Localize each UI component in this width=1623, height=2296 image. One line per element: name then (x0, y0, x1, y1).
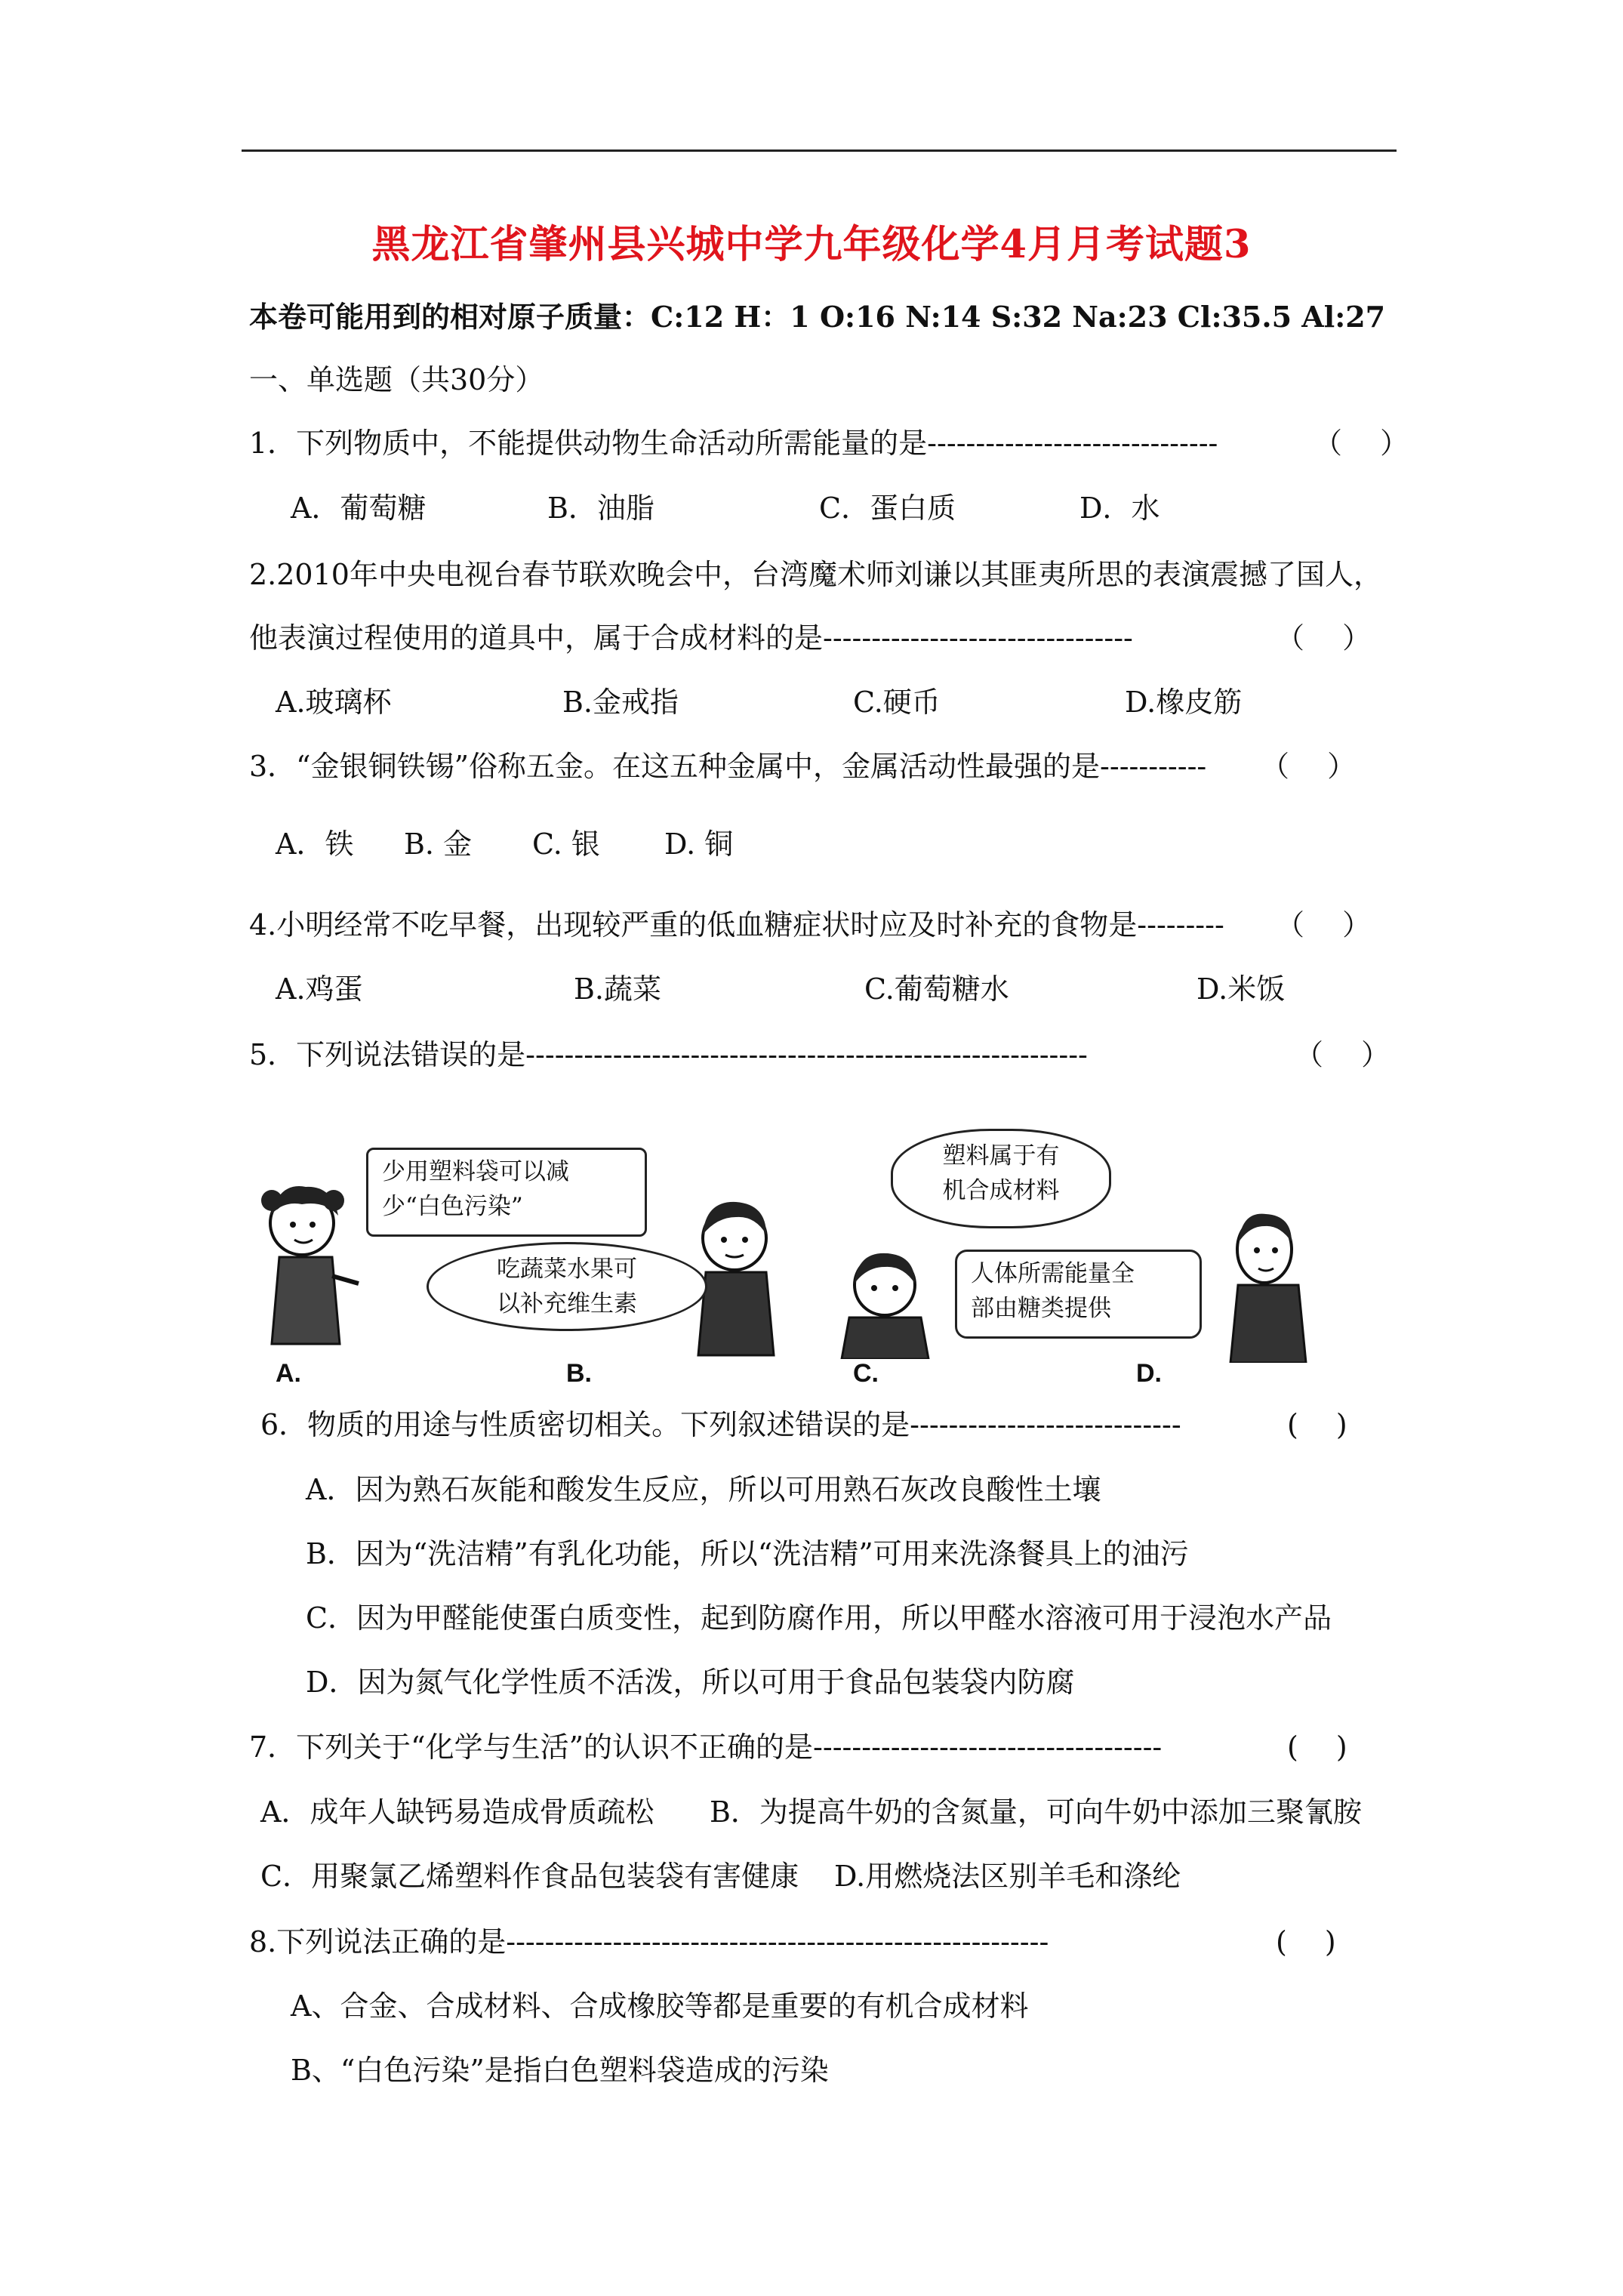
question-4-option-d: D.米饭 (1196, 972, 1286, 1006)
question-8-option-a: A、合金、合成材料、合成橡胶等都是重要的有机合成材料 (291, 1989, 1029, 2023)
bubble-a-line1: 少用塑料袋可以减 (382, 1158, 569, 1185)
question-8-stem: 8.下列说法正确的是-------------------------------------------------------- (249, 1925, 1049, 1959)
question-3-option-d: D. 铜 (664, 827, 734, 861)
question-1-option-c: C．蛋白质 (819, 492, 956, 525)
question-2-stem-line1: 2.2010年中央电视台春节联欢晚会中，台湾魔术师刘谦以其匪夷所思的表演震撼了国人， (249, 558, 1382, 591)
question-2-option-c: C.硬币 (853, 686, 941, 719)
question-7-option-c: C．用聚氯乙烯塑料作食品包装袋有害健康 (260, 1860, 799, 1893)
section-heading: 一、单选题（共30分） (249, 363, 544, 396)
question-1-stem: 1．下列物质中，不能提供动物生命活动所需能量的是------------------------------ (249, 427, 1218, 460)
bubble-b (427, 1242, 707, 1331)
question-1-answer-paren: （ ） (1313, 427, 1409, 460)
illustration-label-b: B. (566, 1359, 592, 1388)
question-6-option-c: C．因为甲醛能使蛋白质变性，起到防腐作用，所以甲醛水溶液可用于浸泡水产品 (306, 1601, 1332, 1635)
bubble-d-line1: 人体所需能量全 (971, 1260, 1135, 1287)
question-6-answer-paren: ( ) (1287, 1408, 1347, 1441)
question-7-option-b: B．为提高牛奶的含氮量，可向牛奶中添加三聚氰胺 (710, 1795, 1362, 1829)
bubble-c (891, 1129, 1111, 1228)
question-1-option-d: D．水 (1079, 492, 1160, 525)
bubble-c-line1: 塑料属于有 (942, 1142, 1060, 1170)
question-7-answer-paren: ( ) (1287, 1730, 1347, 1764)
bubble-a (366, 1148, 647, 1237)
question-7-option-d: D.用燃烧法区别羊毛和涤纶 (834, 1860, 1181, 1893)
bubble-b-line1: 吃蔬菜水果可 (497, 1256, 637, 1283)
question-5-stem: 5．下列说法错误的是---------------------------------------------------------- (249, 1038, 1088, 1071)
man-figure-icon (1219, 1200, 1325, 1363)
question-7-stem: 7．下列关于“化学与生活”的认识不正确的是------------------------------------ (249, 1730, 1163, 1764)
question-1-option-a: A．葡萄糖 (291, 492, 427, 525)
question-8-answer-paren: ( ) (1276, 1925, 1336, 1959)
page-title: 黑龙江省肇州县兴城中学九年级化学4月月考试题3 (371, 222, 1252, 267)
illustration-label-d: D. (1136, 1359, 1162, 1388)
question-4-option-b: B.蔬菜 (574, 972, 662, 1006)
question-8-option-b: B、“白色污染”是指白色塑料袋造成的污染 (291, 2054, 829, 2087)
bubble-d (955, 1250, 1202, 1339)
atomic-mass-line: 本卷可能用到的相对原子质量：C:12 H：1 O:16 N:14 S:32 Na:23 Cl:35.5 Al:27 (249, 300, 1386, 334)
boy-c-figure-icon (830, 1246, 944, 1359)
question-3-answer-paren: （ ） (1261, 750, 1357, 783)
question-6-stem: 6．物质的用途与性质密切相关。下列叙述错误的是---------------------------- (260, 1408, 1181, 1441)
question-2-option-d: D.橡皮筋 (1125, 686, 1243, 719)
illustration-label-c: C. (853, 1359, 879, 1388)
question-2-option-a: A.玻璃杯 (276, 686, 392, 719)
question-6-option-a: A．因为熟石灰能和酸发生反应，所以可用熟石灰改良酸性土壤 (306, 1473, 1101, 1506)
question-4-option-a: A.鸡蛋 (276, 972, 363, 1006)
question-2-answer-paren: （ ） (1276, 621, 1372, 655)
question-2-option-b: B.金戒指 (562, 686, 679, 719)
question-6-option-d: D．因为氮气化学性质不活泼，所以可用于食品包装袋内防腐 (306, 1666, 1075, 1699)
question-2-stem-line2: 他表演过程使用的道具中，属于合成材料的是-------------------------------- (249, 621, 1133, 655)
question-1-option-b: B．油脂 (547, 492, 654, 525)
question-3-stem: 3．“金银铜铁锡”俗称五金。在这五种金属中，金属活动性最强的是----------- (249, 750, 1207, 783)
question-3-option-b: B. 金 (404, 827, 473, 861)
bubble-c-line2: 机合成材料 (942, 1177, 1060, 1204)
question-4-stem: 4.小明经常不吃早餐，出现较严重的低血糖症状时应及时补充的食物是--------- (249, 908, 1224, 942)
bubble-a-line2: 少“白色污染” (382, 1193, 523, 1220)
question-3-option-c: C. 银 (532, 827, 600, 861)
question-4-answer-paren: （ ） (1276, 908, 1372, 942)
question-5-answer-paren: （ ） (1295, 1038, 1390, 1071)
bubble-b-line2: 以补充维生素 (497, 1290, 637, 1318)
question-7-option-a: A．成年人缺钙易造成骨质疏松 (260, 1795, 654, 1829)
question-4-option-c: C.葡萄糖水 (864, 972, 1009, 1006)
illustration-label-a: A. (276, 1359, 301, 1388)
girl-figure-icon (249, 1170, 362, 1351)
question-6-option-b: B．因为“洗洁精”有乳化功能，所以“洗洁精”可用来洗涤餐具上的油污 (306, 1537, 1189, 1570)
question-3-option-a: A．铁 (276, 827, 354, 861)
header-rule (242, 149, 1397, 152)
bubble-d-line2: 部由糖类提供 (971, 1295, 1111, 1322)
question-5-illustration (249, 1125, 1321, 1397)
